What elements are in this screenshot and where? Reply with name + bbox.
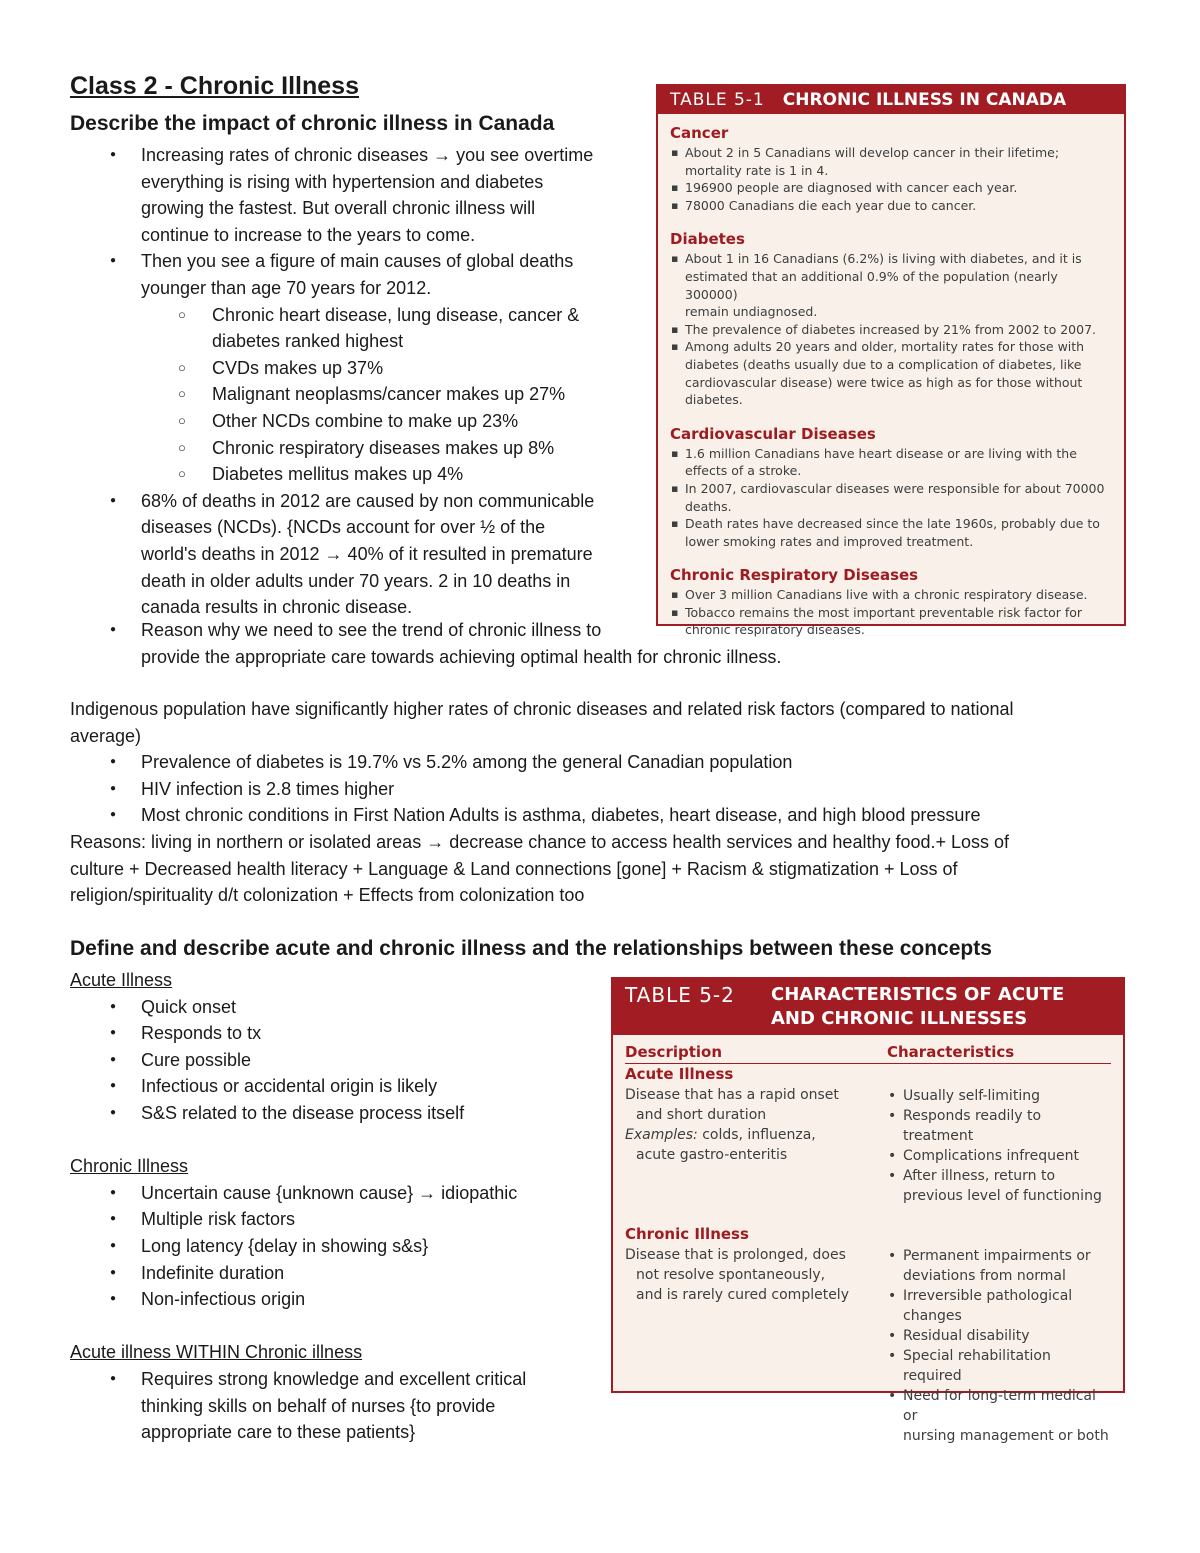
table-header <box>613 979 1123 1035</box>
table-item: • Irreversible pathological changes <box>887 1286 1111 1326</box>
table-item: ▪ About 1 in 16 Canadians (6.2%) is living with diabetes, and it is estimated that an additional 0.9% of the population (nearly 300000) remain undiagnosed. <box>670 250 1110 320</box>
table-item: ▪ Over 3 million Canadians live with a chronic respiratory disease. <box>670 586 1110 604</box>
table-item: • Complications infrequent <box>887 1146 1111 1166</box>
row-title: Acute Illness <box>625 1065 734 1083</box>
table-section-title: Cardiovascular Diseases <box>670 424 876 443</box>
table-section-title: Diabetes <box>670 230 745 249</box>
indigenous-section <box>70 696 1150 909</box>
list-item: ● Reason why we need to see the trend of chronic illness to provide the appropriate care towards achieving optimal health for chronic illness. <box>70 617 1130 670</box>
table-acute-chronic-characteristics <box>611 977 1125 1444</box>
table-section-title: Cancer <box>670 124 729 142</box>
sub-list-item: ○ Chronic respiratory diseases makes up 8% <box>70 435 650 462</box>
table-item: • Special rehabilitation required <box>887 1346 1111 1386</box>
sub-list-item: ○ CVDs makes up 37% <box>70 355 650 382</box>
list-item: ● Then you see a figure of main causes of global deaths younger than age 70 years for 2012. <box>70 248 650 301</box>
list-item: ● Indefinite duration <box>70 1260 590 1287</box>
list-item: ● S&S related to the disease process itself <box>70 1100 590 1127</box>
table-chronic-illness-canada <box>656 84 1126 638</box>
column-header-characteristics: Characteristics <box>887 1043 1015 1061</box>
table-title: CHRONIC ILLNESS IN CANADA <box>782 90 1067 110</box>
subheading-acute-within-chronic: Acute illness WITHIN Chronic illness <box>70 1342 363 1363</box>
paragraph: religion/spirituality d/t colonization + Effects from colonization too <box>70 885 585 906</box>
list-item: ● HIV infection is 2.8 times higher <box>70 776 1150 803</box>
table-title: CHARACTERISTICS OF ACUTE AND CHRONIC ILLNESSES <box>771 984 1065 1029</box>
page-title: Class 2 - Chronic Illness <box>70 72 359 100</box>
row-title: Chronic Illness <box>625 1225 749 1243</box>
table-item: • Permanent impairments or deviations from normal <box>887 1246 1111 1286</box>
sub-list-item: ○ Malignant neoplasms/cancer makes up 27% <box>70 381 650 408</box>
list-item: ● Multiple risk factors <box>70 1206 590 1233</box>
table-item: • After illness, return to previous level of functioning <box>887 1166 1111 1206</box>
table-item: • Responds readily to treatment <box>887 1106 1111 1146</box>
table-item: ▪ 78000 Canadians die each year due to cancer. <box>670 197 1110 215</box>
table-item: ▪ Tobacco remains the most important preventable risk factor for chronic respiratory diseases. <box>670 604 1110 639</box>
list-item: ● Requires strong knowledge and excellent critical thinking skills on behalf of nurses {to provide appropriate care to these patients} <box>70 1366 590 1446</box>
table-item: • Need for long-term medical or nursing management or both <box>887 1386 1111 1446</box>
paragraph: culture + Decreased health literacy + Language & Land connections [gone] + Racism & stigmatization + Loss of <box>70 858 958 879</box>
table-item: ▪ The prevalence of diabetes increased by 21% from 2002 to 2007. <box>670 321 1110 339</box>
table-item: • Usually self-limiting <box>887 1086 1111 1106</box>
list-item: ● Uncertain cause {unknown cause} → idiopathic <box>70 1180 590 1207</box>
list-item: ● Most chronic conditions in First Nation Adults is asthma, diabetes, heart disease, and high blood pressure <box>70 802 1150 829</box>
list-item: ● Infectious or accidental origin is likely <box>70 1073 590 1100</box>
sub-list-item: ○ Diabetes mellitus makes up 4% <box>70 461 650 488</box>
list-item: ● Non-infectious origin <box>70 1286 590 1313</box>
table-column-headers <box>625 1043 1111 1064</box>
sub-list-item: ○ Other NCDs combine to make up 23% <box>70 408 650 435</box>
table-header <box>658 86 1124 114</box>
table-item: ▪ 1.6 million Canadians have heart disease or are living with the effects of a stroke. <box>670 445 1110 480</box>
table-section-title: Chronic Respiratory Diseases <box>670 566 919 585</box>
table-item: ▪ Among adults 20 years and older, mortality rates for those with diabetes (deaths usually due to a complication of diabetes, like cardiovascular disease) were twice as high as for those without diabetes. <box>670 338 1110 408</box>
acute-chronic-lists <box>70 967 590 1446</box>
list-item: ● Prevalence of diabetes is 19.7% vs 5.2% among the general Canadian population <box>70 749 1150 776</box>
table-number: TABLE 5-1 <box>670 90 765 110</box>
table-item: ▪ About 2 in 5 Canadians will develop cancer in their lifetime; mortality rate is 1 in 4. <box>670 144 1110 179</box>
table-item: ▪ 196900 people are diagnosed with cancer each year. <box>670 179 1110 197</box>
table-item: ▪ In 2007, cardiovascular diseases were responsible for about 70000 deaths. <box>670 480 1110 515</box>
list-item: ● Increasing rates of chronic diseases → you see overtime everything is rising with hypertension and diabetes growing the fastest. But overall chronic illness will continue to increase to the years to come. <box>70 142 650 248</box>
list-item: ● Cure possible <box>70 1047 590 1074</box>
subheading-chronic: Chronic Illness <box>70 1156 189 1177</box>
list-item: ● Quick onset <box>70 994 590 1021</box>
paragraph: Reasons: living in northern or isolated areas → decrease chance to access health services and healthy food.+ Loss of <box>70 831 1010 852</box>
section-heading-impact: Describe the impact of chronic illness in Canada <box>70 112 555 135</box>
table-item: ▪ Death rates have decreased since the late 1960s, probably due to lower smoking rates and improved treatment. <box>670 515 1110 550</box>
table-row: Acute Illness Disease that has a rapid onset and short duration Examples: colds, influenza, acute gastro-enteritis • Usually self-limiting • Responds readily to treatment • Complications infrequent • After illness, return to previous level of functioning <box>625 1064 1111 1206</box>
list-item: ● Long latency {delay in showing s&s} <box>70 1233 590 1260</box>
list-item: ● Responds to tx <box>70 1020 590 1047</box>
sub-list-item: ○ Chronic heart disease, lung disease, cancer & diabetes ranked highest <box>70 302 650 355</box>
impact-list <box>70 142 650 621</box>
table-item: • Residual disability <box>887 1326 1111 1346</box>
subheading-acute: Acute Illness <box>70 970 173 990</box>
table-row: Chronic Illness Disease that is prolonged, does not resolve spontaneously, and is rarely cured completely • Permanent impairments or deviations from normal • Irreversible pathological changes • Residual disability • Special rehabilitation required • Need for long-term medical or nursing management or both <box>625 1224 1111 1446</box>
section-heading-acute-chronic: Define and describe acute and chronic illness and the relationships between these concepts <box>70 937 992 960</box>
table-number: TABLE 5-2 <box>625 983 735 1007</box>
list-item: ● 68% of deaths in 2012 are caused by non communicable diseases (NCDs). {NCDs account for over ½ of the world's deaths in 2012 → 40% of it resulted in premature death in older adults under 70 years. 2 in 10 deaths in canada results in chronic disease. <box>70 488 650 621</box>
column-header-description: Description <box>625 1043 723 1061</box>
paragraph: average) <box>70 725 142 746</box>
paragraph: Indigenous population have significantly higher rates of chronic diseases and related risk factors (compared to national <box>70 699 1014 719</box>
